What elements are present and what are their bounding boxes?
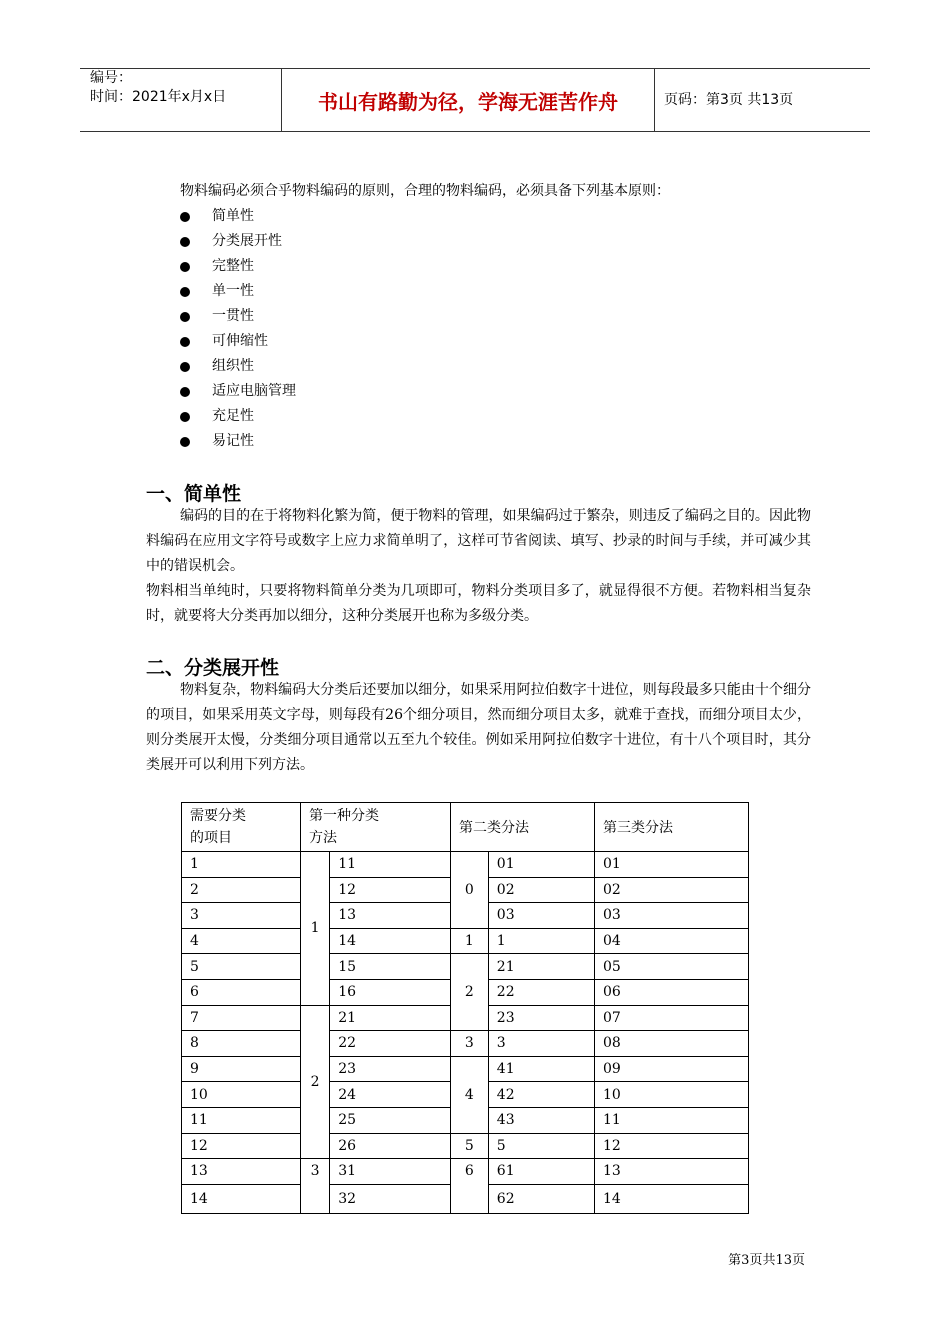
bullet-icon bbox=[180, 287, 190, 297]
table-cell: 21 bbox=[488, 954, 594, 980]
table-cell: 12 bbox=[330, 877, 451, 903]
table-cell: 9 bbox=[182, 1056, 301, 1082]
table-cell: 07 bbox=[595, 1005, 749, 1031]
section-title-simplicity: 一、简单性 bbox=[146, 483, 242, 505]
list-item: 适应电脑管理 bbox=[180, 379, 296, 404]
table-cell: 2 bbox=[182, 877, 301, 903]
table-header-cell: 需要分类 的项目 bbox=[182, 803, 301, 852]
table-cell: 5 bbox=[451, 1133, 489, 1159]
time-label: 时间：2021年x月x日 bbox=[90, 89, 227, 105]
table-cell: 13 bbox=[182, 1159, 301, 1185]
table-header-cell: 第二类分法 bbox=[451, 803, 595, 852]
table-cell: 14 bbox=[182, 1184, 301, 1213]
table-cell: 23 bbox=[488, 1005, 594, 1031]
table-cell: 11 bbox=[595, 1107, 749, 1133]
table-cell: 32 bbox=[330, 1184, 451, 1213]
table-cell: 5 bbox=[488, 1133, 594, 1159]
list-item: 完整性 bbox=[180, 254, 296, 279]
table-cell: 12 bbox=[595, 1133, 749, 1159]
table-cell: 3 bbox=[182, 903, 301, 929]
table-header-cell: 第三类分法 bbox=[595, 803, 749, 852]
table-cell: 43 bbox=[488, 1107, 594, 1133]
list-item: 分类展开性 bbox=[180, 229, 296, 254]
list-item: 易记性 bbox=[180, 429, 296, 454]
table-row bbox=[182, 954, 749, 980]
table-cell: 03 bbox=[595, 903, 749, 929]
table-cell: 1 bbox=[182, 852, 301, 878]
bullet-icon bbox=[180, 387, 190, 397]
table-cell: 14 bbox=[595, 1184, 749, 1213]
table-cell: 01 bbox=[488, 852, 594, 878]
bullet-icon bbox=[180, 412, 190, 422]
bullet-icon bbox=[180, 337, 190, 347]
table-cell: 25 bbox=[330, 1107, 451, 1133]
table-cell: 5 bbox=[182, 954, 301, 980]
serial-label: 编号： bbox=[90, 70, 132, 86]
bullet-icon bbox=[180, 237, 190, 247]
table-cell: 4 bbox=[182, 928, 301, 954]
intro-text: 物料编码必须合乎物料编码的原则，合理的物料编码，必须具备下列基本原则： bbox=[180, 183, 670, 199]
bullet-icon bbox=[180, 362, 190, 372]
section1-paragraph: 物料相当单纯时，只要将物料简单分类为几项即可，物料分类项目多了，就显得很不方便。若物料相当复杂时，就要将大分类再加以细分，这种分类展开也称为多级分类。 bbox=[146, 583, 811, 624]
table-cell: 3 bbox=[488, 1031, 594, 1057]
table-cell: 1 bbox=[301, 852, 330, 1006]
header-meta bbox=[90, 69, 226, 107]
table-cell: 13 bbox=[595, 1159, 749, 1185]
table-cell: 22 bbox=[330, 1031, 451, 1057]
bullet-icon bbox=[180, 212, 190, 222]
table-cell: 22 bbox=[488, 979, 594, 1005]
classification-table bbox=[181, 802, 749, 1214]
list-item: 充足性 bbox=[180, 404, 296, 429]
table-cell: 04 bbox=[595, 928, 749, 954]
table-cell: 2 bbox=[451, 954, 489, 1031]
bullet-icon bbox=[180, 262, 190, 272]
table-cell: 11 bbox=[182, 1107, 301, 1133]
table-row bbox=[182, 1031, 749, 1057]
table-cell: 05 bbox=[595, 954, 749, 980]
header-divider bbox=[654, 69, 655, 131]
table-row bbox=[182, 1133, 749, 1159]
table-cell: 26 bbox=[330, 1133, 451, 1159]
table-cell: 02 bbox=[595, 877, 749, 903]
table-cell: 21 bbox=[330, 1005, 451, 1031]
table-cell: 10 bbox=[595, 1082, 749, 1108]
page-header bbox=[80, 68, 870, 132]
table-cell: 11 bbox=[330, 852, 451, 878]
table-header-row bbox=[182, 803, 749, 852]
table-row bbox=[182, 1159, 749, 1185]
table-cell: 24 bbox=[330, 1082, 451, 1108]
table-cell: 42 bbox=[488, 1082, 594, 1108]
list-item: 一贯性 bbox=[180, 304, 296, 329]
table-cell: 08 bbox=[595, 1031, 749, 1057]
table-cell: 41 bbox=[488, 1056, 594, 1082]
table-cell: 62 bbox=[488, 1184, 594, 1213]
principles-list bbox=[180, 204, 296, 454]
table-cell: 2 bbox=[301, 1005, 330, 1159]
table-cell: 8 bbox=[182, 1031, 301, 1057]
table-cell: 1 bbox=[488, 928, 594, 954]
header-motto: 书山有路勤为径，学海无涯苦作舟 bbox=[318, 90, 618, 114]
table-cell: 01 bbox=[595, 852, 749, 878]
list-item: 可伸缩性 bbox=[180, 329, 296, 354]
list-item: 简单性 bbox=[180, 204, 296, 229]
list-item: 组织性 bbox=[180, 354, 296, 379]
table-cell: 7 bbox=[182, 1005, 301, 1031]
table-header-cell: 第一种分类 方法 bbox=[301, 803, 451, 852]
table-cell: 1 bbox=[451, 928, 489, 954]
section2-paragraph: 物料复杂，物料编码大分类后还要加以细分，如果采用阿拉伯数字十进位，则每段最多只能由十个细分的项目，如果采用英文字母，则每段有26个细分项目，然而细分项目太多，就难于查找，而细分项目太少，则分类展开太慢，分类细分项目通常以五至九个较佳。例如采用阿拉伯数字十进位，有十八个项目时，其分类展开可以利用下列方法。 bbox=[146, 682, 811, 773]
section1-paragraph: 编码的目的在于将物料化繁为简，便于物料的管理，如果编码过于繁杂，则违反了编码之目的。因此物料编码在应用文字符号或数字上应力求简单明了，这样可节省阅读、填写、抄录的时间与手续，并可减少其中的错误机会。 bbox=[146, 508, 811, 574]
table-cell: 4 bbox=[451, 1056, 489, 1133]
table-cell: 6 bbox=[182, 979, 301, 1005]
table-cell: 15 bbox=[330, 954, 451, 980]
table-cell: 3 bbox=[451, 1031, 489, 1057]
table-row bbox=[182, 1056, 749, 1082]
table-row bbox=[182, 852, 749, 878]
table-cell: 12 bbox=[182, 1133, 301, 1159]
list-item: 单一性 bbox=[180, 279, 296, 304]
table-cell: 02 bbox=[488, 877, 594, 903]
table-cell: 23 bbox=[330, 1056, 451, 1082]
section-title-expansion: 二、分类展开性 bbox=[146, 657, 280, 679]
table-cell: 31 bbox=[330, 1159, 451, 1185]
table-cell: 3 bbox=[301, 1159, 330, 1214]
table-cell: 6 bbox=[451, 1159, 489, 1214]
table-cell: 10 bbox=[182, 1082, 301, 1108]
header-page-info: 页码：第3页 共13页 bbox=[664, 92, 794, 108]
table-cell: 14 bbox=[330, 928, 451, 954]
bullet-icon bbox=[180, 437, 190, 447]
table-cell: 09 bbox=[595, 1056, 749, 1082]
table-cell: 13 bbox=[330, 903, 451, 929]
table-row bbox=[182, 928, 749, 954]
table-cell: 06 bbox=[595, 979, 749, 1005]
table-cell: 0 bbox=[451, 852, 489, 929]
table-cell: 16 bbox=[330, 979, 451, 1005]
bullet-icon bbox=[180, 312, 190, 322]
table-cell: 03 bbox=[488, 903, 594, 929]
page-footer: 第3页共13页 bbox=[728, 1253, 805, 1268]
table-cell: 61 bbox=[488, 1159, 594, 1185]
